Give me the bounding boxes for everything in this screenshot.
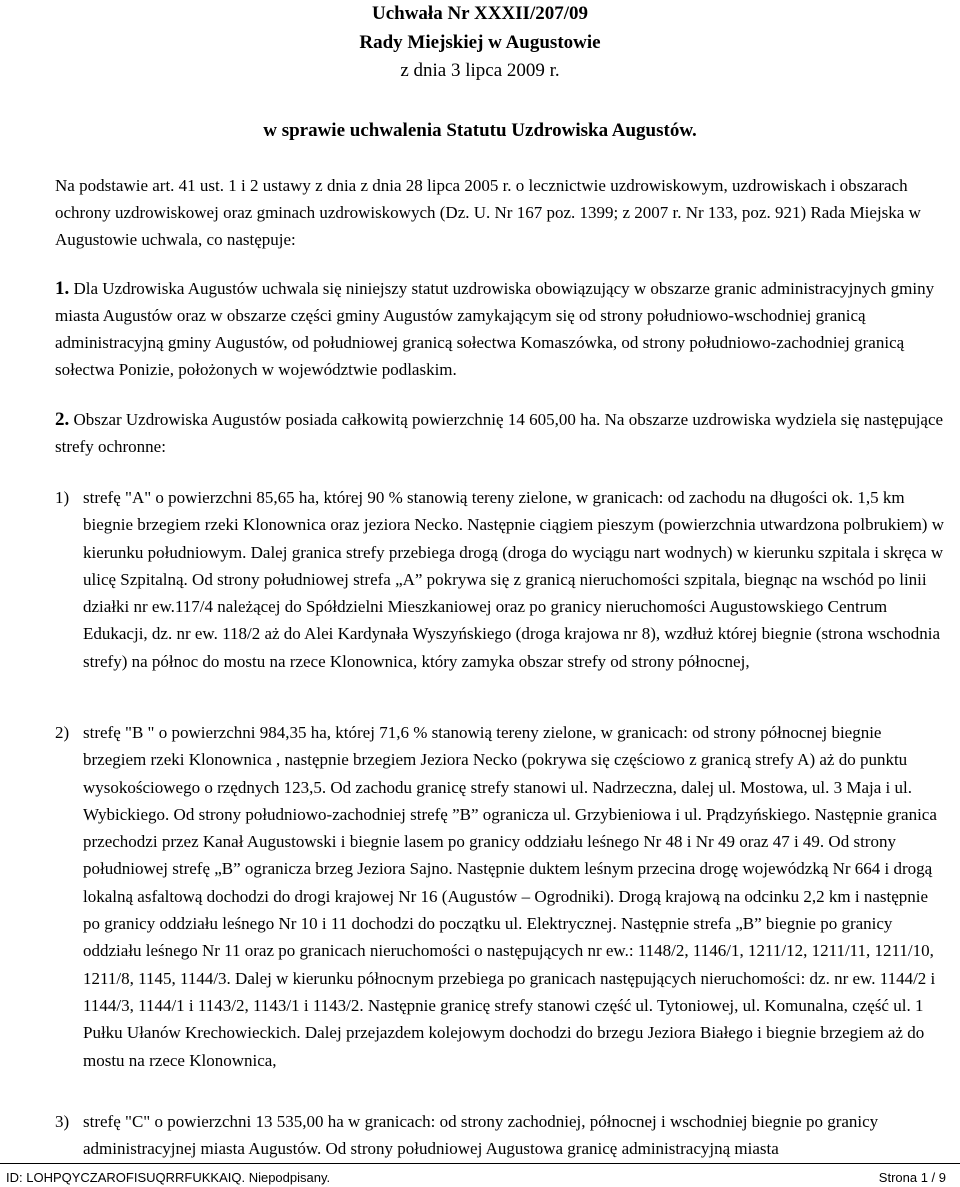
zone-text: strefę "C" o powierzchni 13 535,00 ha w granicach: od strony zachodniej, północnej i wschodniej biegnie po granicy administracyjnej miasta Augustów. Od strony południowej Augustowa granicę administracyjną miasta — [83, 1112, 879, 1159]
resolution-title: Uchwała Nr XXXII/207/09 — [371, 3, 589, 24]
resolution-date: z dnia 3 lipca 2009 r. — [400, 60, 560, 81]
list-label: 3) — [55, 1112, 70, 1131]
section-text: Dla Uzdrowiska Augustów uchwala się niniejszy statut uzdrowiska obowiązujący w obszarze granic administracyjnych gminy miasta Augustów oraz w obszarze części gminy Augustów zamykającym się od strony południowo-wschodniej granicą administracyjną gminy Augustów, od południowej granicą sołectwa Komaszówka, od strony południowo-zachodniej granicą sołectwa Ponizie, położonych w województwie podlaskim. — [55, 279, 935, 379]
zone-item-c — [55, 1108, 947, 1163]
zone-item-a — [55, 484, 947, 675]
page-number: Strona 1 / 9 — [878, 1170, 946, 1185]
page-footer — [0, 1168, 960, 1187]
section-1 — [55, 275, 947, 383]
list-label: 1) — [55, 488, 70, 507]
resolution-subject: w sprawie uchwalenia Statutu Uzdrowiska Augustów. — [263, 120, 697, 141]
resolution-issuer: Rady Miejskiej w Augustowie — [359, 32, 601, 53]
section-text: Obszar Uzdrowiska Augustów posiada całkowitą powierzchnię 14 605,00 ha. Na obszarze uzdrowiska wydziela się następujące strefy ochronne: — [55, 410, 944, 456]
list-label: 2) — [55, 723, 70, 742]
zone-text: strefę "A" o powierzchni 85,65 ha, której 90 % stanowią tereny zielone, w granicach: od zachodu na długości ok. 1,5 km biegnie brzegiem rzeki Klonownica oraz jeziora Necko. Następnie ciągiem pieszym (powierzchnia utwardzona polbrukiem) w kierunku południowym. Dalej granica strefy przebiega drogą (droga do wyciągu nart wodnych) w kierunku szpitala i skręca w ulicę Szpitalną. Od strony południowej strefa „A” pokrywa się z granicą nieruchomości szpitala, biegnąc na wschód po linii działki nr ew.117/4 należącej do Spółdzielni Mieszkaniowej oraz po granicy nieruchomości Augustowskiego Centrum Edukacji, dz. nr ew. 118/2 aż do Alei Kardynała Wyszyńskiego (droga krajowa nr 8), wzdłuż której biegnie (strona wschodnia strefy) na północ do mostu na rzece Klonownica, który zamyka obszar strefy od strony północnej, — [83, 488, 944, 671]
section-number: 2. — [55, 409, 70, 430]
zone-item-b — [55, 719, 947, 1074]
zone-text: strefę "B " o powierzchni 984,35 ha, której 71,6 % stanowią tereny zielone, w granicach: od strony północnej biegnie brzegiem rzeki Klonownica , następnie brzegiem Jeziora Necko (pokrywa się częściowo z granicą strefy A) aż do punktu wysokościowego o rzędnych 123,5. Od zachodu granicę strefy stanowi ul. Nadrzeczna, dalej ul. Mostowa, ul. 3 Maja i ul. Wybickiego. Od strony południowo-zachodniej strefę ”B” ogranicza ul. Grzybieniowa i ul. Prądzyńskiego. Następnie granica przechodzi przez Kanał Augustowski i biegnie lasem po granicy oddziału leśnego Nr 48 i Nr 49 oraz 47 i 49. Od strony południowej strefę „B” ogranicza brzeg Jeziora Sajno. Następnie duktem leśnym przecina drogę wojewódzką Nr 664 i drogą lokalną asfaltową dochodzi do drogi krajowej Nr 16 (Augustów – Ogrodniki). Drogą krajową na odcinku 2,2 km i następnie po granicy oddziału leśnego Nr 10 i 11 dochodzi do początku ul. Elektrycznej. Następnie strefa „B” biegnie po granicy oddziału leśnego Nr 11 oraz po granicach nieruchomości o następujących nr ew.: 1148/2, 1146/1, 1211/12, 1211/11, 1211/10, 1211/8, 1145, 1144/3. Dalej w kierunku północnym przebiega po granicach następujących nieruchomości: dz. nr ew. 1144/2 i 1144/3, 1144/1 i 1143/2, 1143/1 i 1143/2. Następnie granicę strefy stanowi część ul. Tytoniowej, ul. Komunalna, część ul. 1 Pułku Ułanów Krechowieckich. Dalej przejazdem kolejowym dochodzi do brzegu Jeziora Białego i biegnie brzegiem aż do mostu na rzece Klonownica, — [83, 723, 937, 1070]
section-number: 1. — [55, 278, 70, 299]
section-2 — [55, 406, 947, 460]
footer-divider — [0, 1163, 960, 1164]
document-id: ID: LOHPQYCZAROFISUQRRFUKKAIQ. Niepodpisany. — [6, 1170, 331, 1185]
legal-basis-paragraph: Na podstawie art. 41 ust. 1 i 2 ustawy z dnia z dnia 28 lipca 2005 r. o lecznictwie uzdrowiskowym, uzdrowiskach i obszarach ochrony uzdrowiskowej oraz gminach uzdrowiskowych (Dz. U. Nr 167 poz. 1399; z 2007 r. Nr 133, poz. 921) Rada Miejska w Augustowie uchwala, co następuje: — [55, 176, 921, 249]
